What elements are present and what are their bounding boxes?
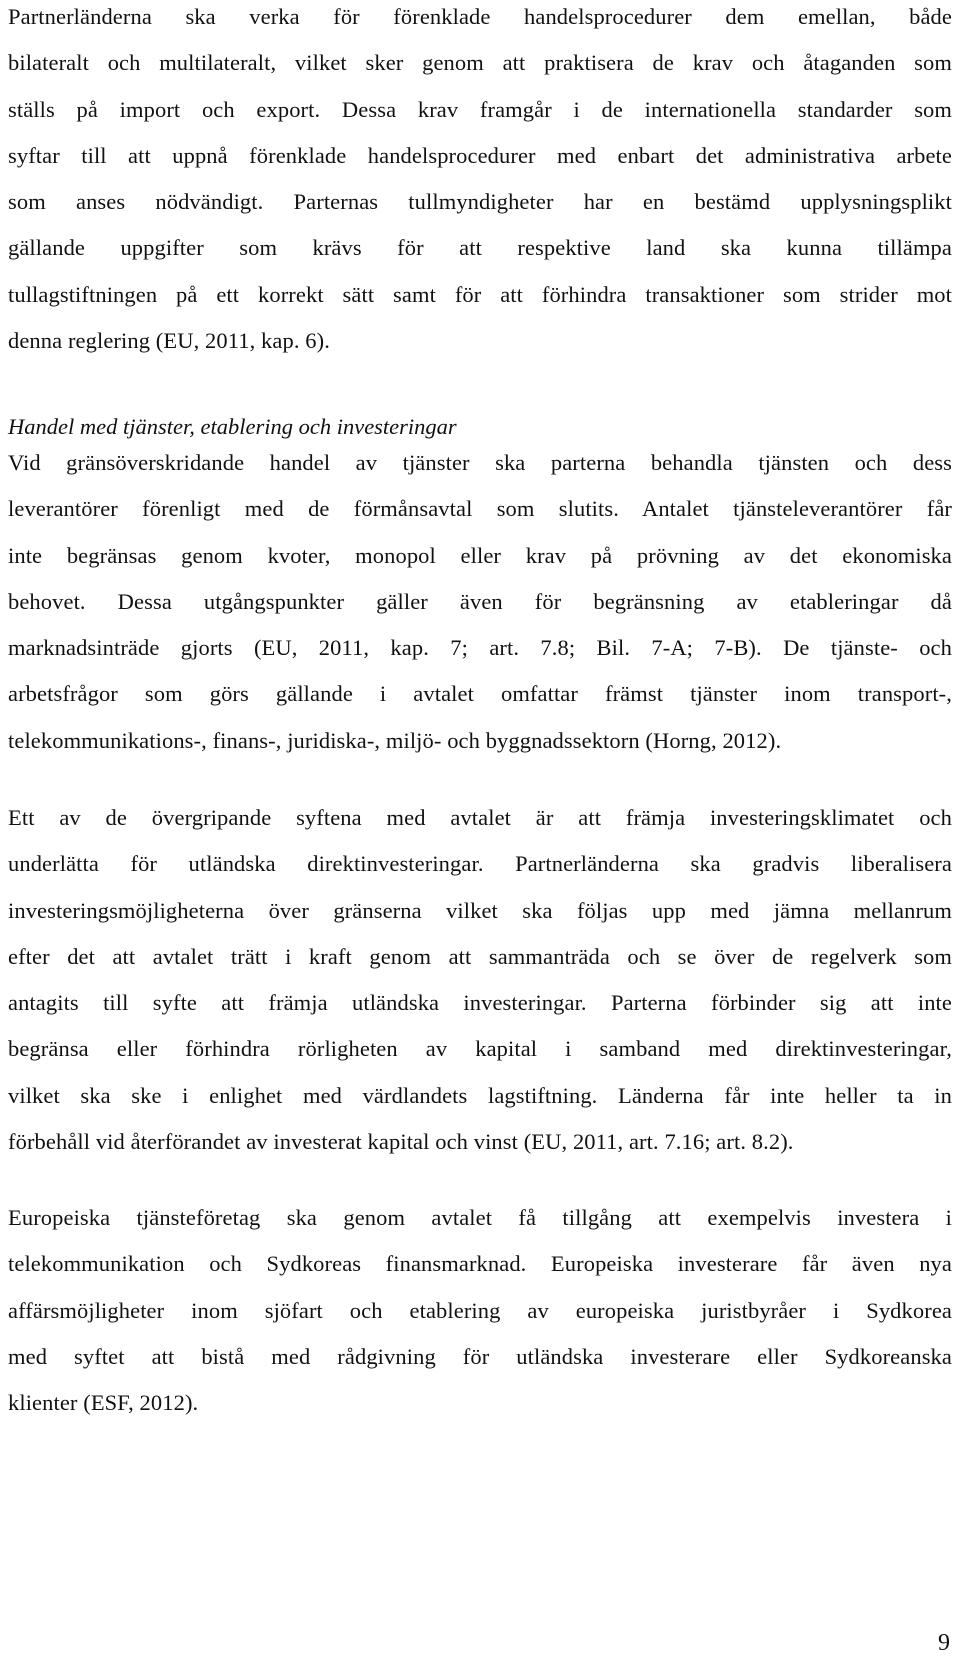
paragraph-investment-climate xyxy=(8,795,952,1165)
paragraph-line: efter det att avtalet trätt i kraft genom att sammanträda och se över de regelverk som xyxy=(8,943,952,969)
paragraph-line: leverantörer förenligt med de förmånsavtal som slutits. Antalet tjänsteleverantörer får xyxy=(8,496,952,522)
paragraph-line: med syftet att bistå med rådgivning för utländska investerare eller Sydkoreanska xyxy=(8,1343,952,1369)
paragraph-line: Europeiska tjänsteföretag ska genom avtalet få tillgång att exempelvis investera i xyxy=(8,1205,952,1230)
paragraph-line: vilket ska ske i enlighet med värdlandets lagstiftning. Länderna får inte heller ta in xyxy=(8,1082,952,1108)
paragraph-line: bilateralt och multilateralt, vilket sker genom att praktisera de krav och åtaganden som xyxy=(8,50,952,76)
paragraph-line: marknadsinträde gjorts (EU, 2011, kap. 7; art. 7.8; Bil. 7-A; 7-B). De tjänste- och xyxy=(8,635,952,661)
paragraph-line: begränsa eller förhindra rörligheten av kapital i samband med direktinvesteringar, xyxy=(8,1036,952,1062)
paragraph-trade-procedures xyxy=(8,0,952,364)
paragraph-line: ställs på import och export. Dessa krav framgår i de internationella standarder som xyxy=(8,96,952,122)
paragraph-line: denna reglering (EU, 2011, kap. 6). xyxy=(8,328,330,354)
page-number: 9 xyxy=(938,1630,950,1656)
paragraph-services-trade xyxy=(8,440,952,764)
paragraph-line: tullagstiftningen på ett korrekt sätt samt för att förhindra transaktioner som strider mot xyxy=(8,281,952,307)
paragraph-line: inte begränsas genom kvoter, monopol eller krav på prövning av det ekonomiska xyxy=(8,542,952,568)
paragraph-line: investeringsmöjligheterna över gränserna vilket ska följas upp med jämna mellanrum xyxy=(8,897,952,923)
paragraph-line: förbehåll vid återförandet av investerat kapital och vinst (EU, 2011, art. 7.16; art. 8.2). xyxy=(8,1129,794,1155)
paragraph-line: Ett av de övergripande syftena med avtalet är att främja investeringsklimatet och xyxy=(8,805,952,830)
paragraph-line: som anses nödvändigt. Parternas tullmyndigheter har en bestämd upplysningsplikt xyxy=(8,189,952,215)
paragraph-line: Vid gränsöverskridande handel av tjänster ska parterna behandla tjänsten och dess xyxy=(8,450,952,475)
paragraph-line: antagits till syfte att främja utländska investeringar. Parterna förbinder sig att inte xyxy=(8,990,952,1016)
paragraph-line: syftar till att uppnå förenklade handelsprocedurer med enbart det administrativa arbete xyxy=(8,142,952,168)
paragraph-line: arbetsfrågor som görs gällande i avtalet omfattar främst tjänster inom transport-, xyxy=(8,681,952,707)
paragraph-line: behovet. Dessa utgångspunkter gäller även för begränsning av etableringar då xyxy=(8,588,952,614)
paragraph-european-companies xyxy=(8,1195,952,1426)
section-heading: Handel med tjänster, etablering och investeringar xyxy=(8,414,457,439)
paragraph-line: telekommunikations-, finans-, juridiska-, miljö- och byggnadssektorn (Horng, 2012). xyxy=(8,727,782,753)
paragraph-line: Partnerländerna ska verka för förenklade handelsprocedurer dem emellan, både xyxy=(8,4,952,29)
paragraph-line: telekommunikation och Sydkoreas finansmarknad. Europeiska investerare får även nya xyxy=(8,1251,952,1277)
paragraph-line: klienter (ESF, 2012). xyxy=(8,1390,199,1416)
paragraph-line: affärsmöjligheter inom sjöfart och etablering av europeiska juristbyråer i Sydkorea xyxy=(8,1297,952,1323)
paragraph-line: underlätta för utländska direktinvesteringar. Partnerländerna ska gradvis liberalisera xyxy=(8,851,952,877)
paragraph-line: gällande uppgifter som krävs för att respektive land ska kunna tillämpa xyxy=(8,235,952,261)
